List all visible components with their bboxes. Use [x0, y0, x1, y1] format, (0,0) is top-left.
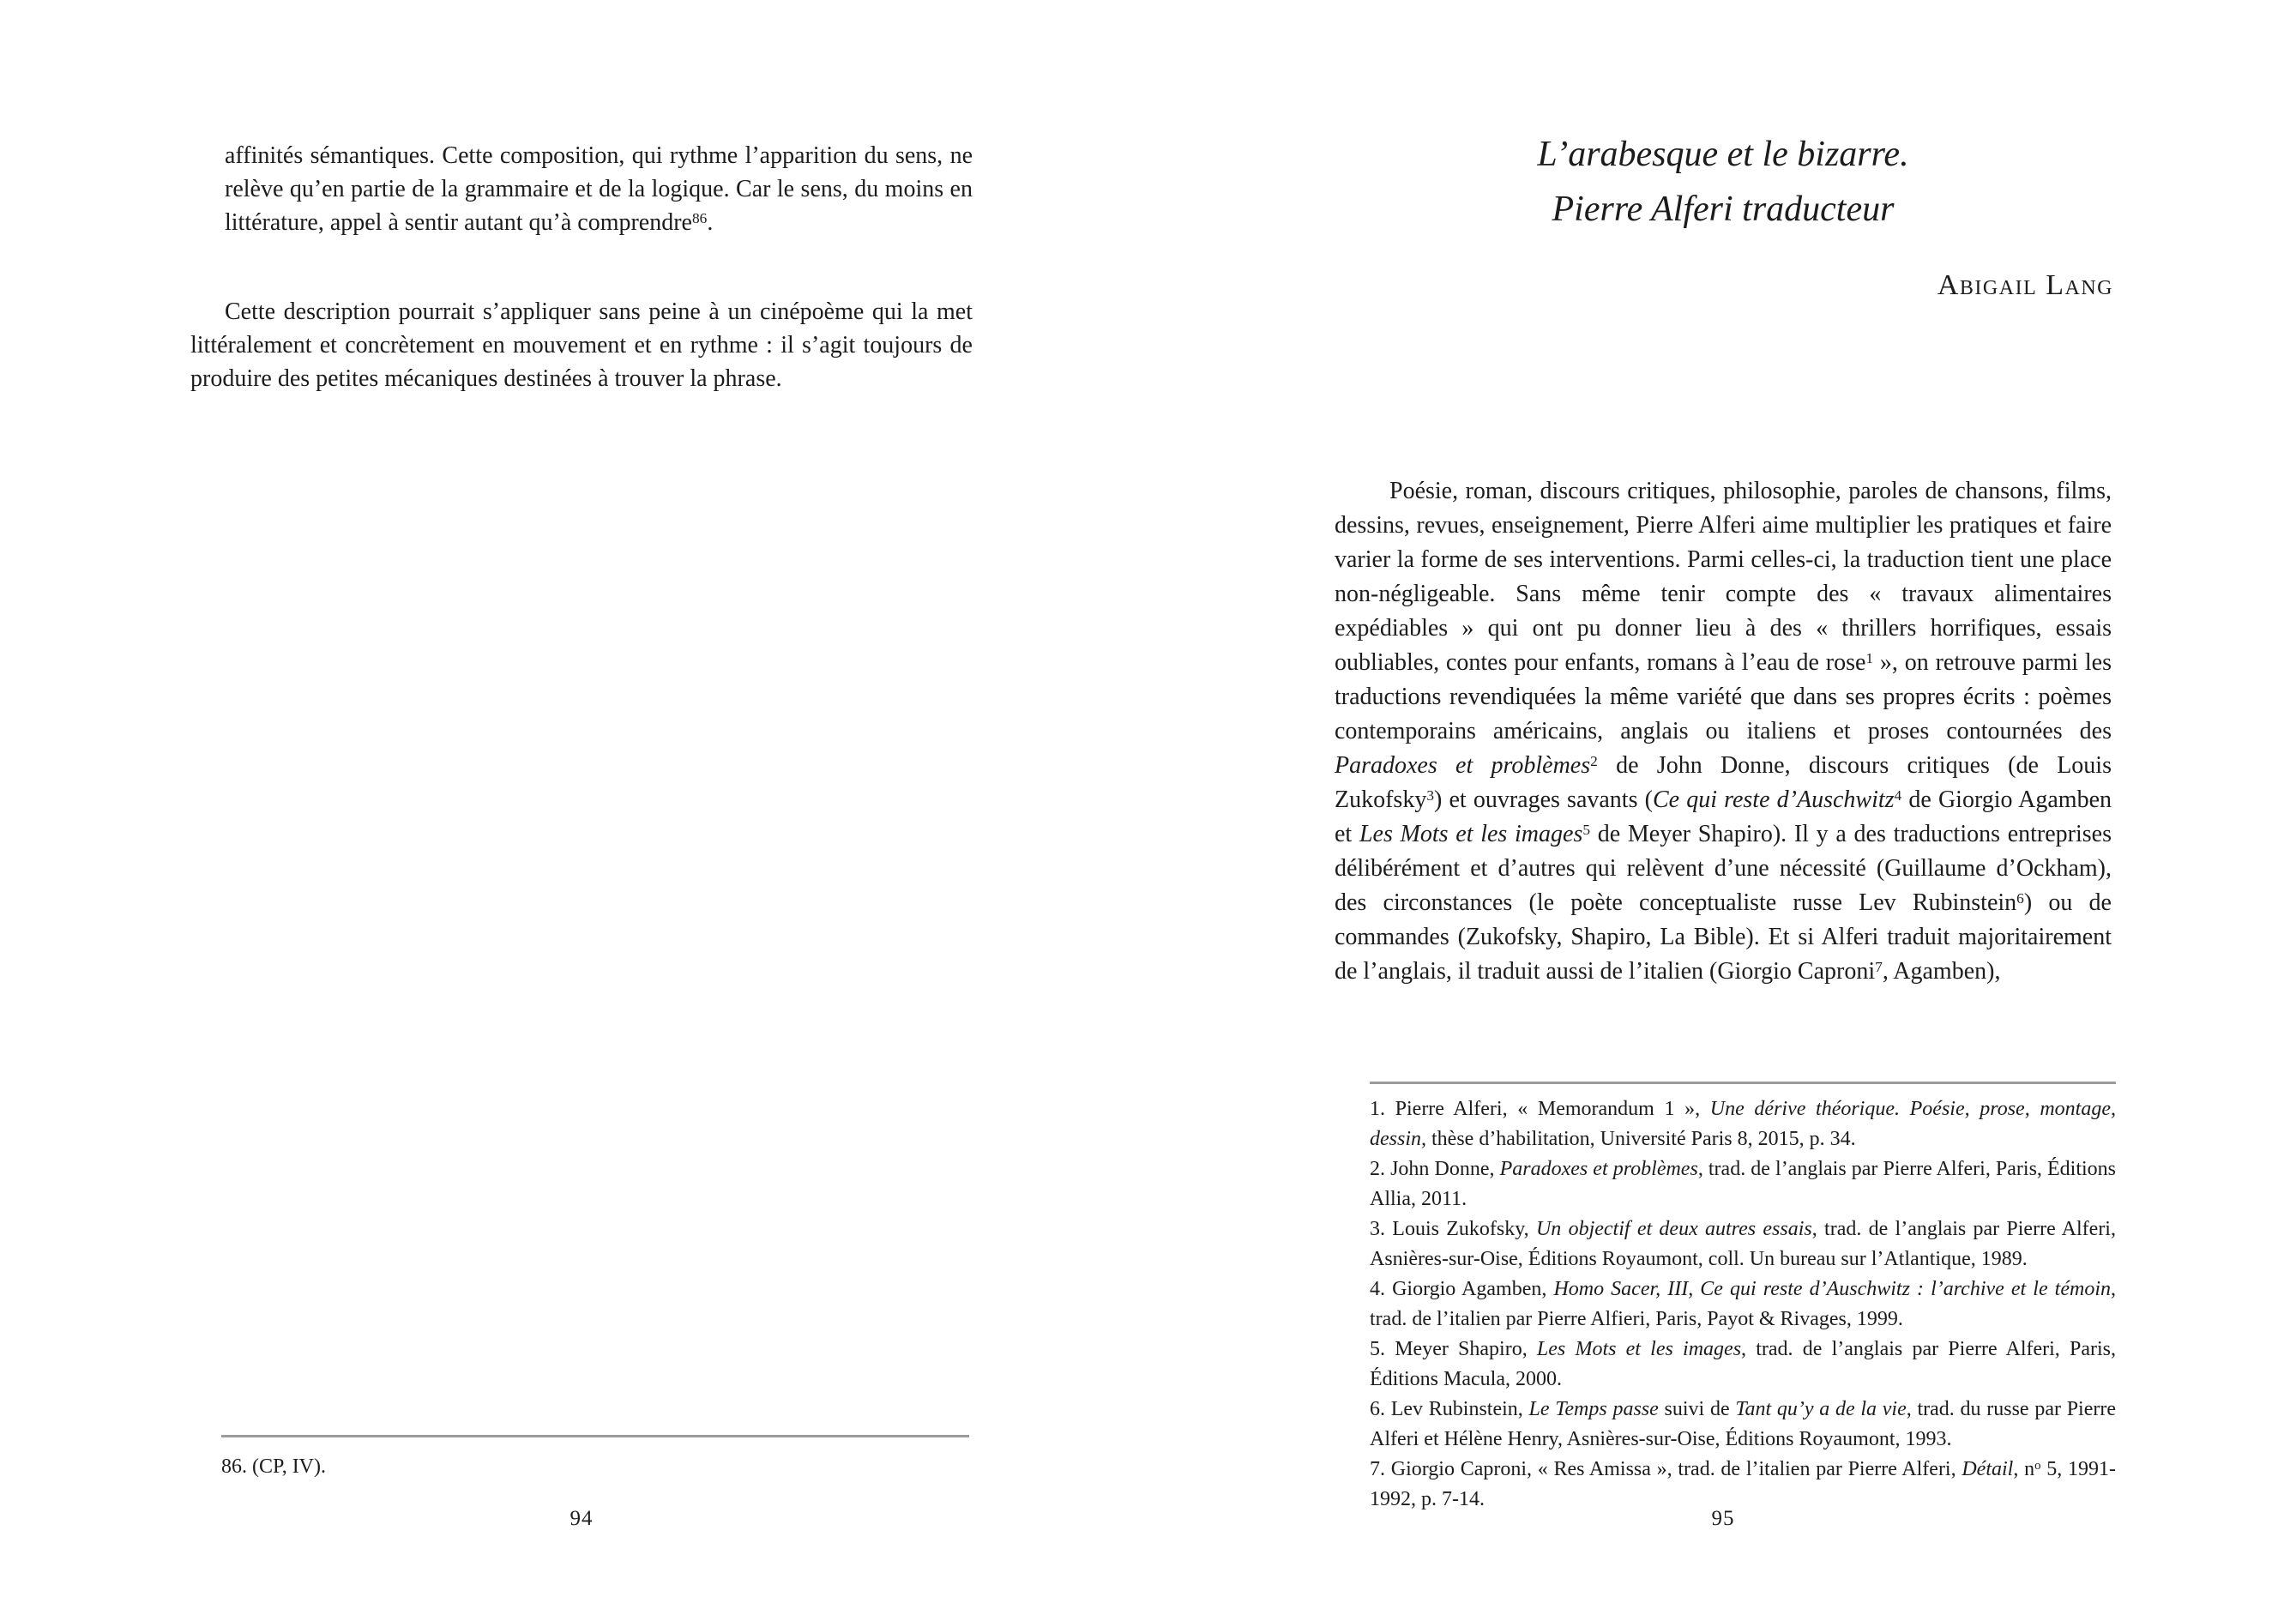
quote-block: affinités sémantiques. Cette composition, qui rythme l’apparition du sens, ne relève qu’en partie de la grammaire et de la logique. Car le sens, du moins en littérature, appel à sentir autant qu’à comprendre$^{86}$. [225, 142, 973, 236]
footnote-item: 6. Lev Rubinstein, Le Temps passe suivi de Tant qu’y a de la vie, trad. du russe par Pierre Alferi et Hélène Henry, Asnières-sur-Oise, Éditions Royaumont, 1993. [1370, 1398, 2116, 1450]
page-number-right: 95 [1711, 1507, 1735, 1530]
chapter-author: Abigail Lang [1937, 269, 2113, 301]
footnote-item: 2. John Donne, Paradoxes et problèmes, trad. de l’anglais par Pierre Alferi, Paris, Éditions Allia, 2011. [1370, 1158, 2117, 1210]
footnote-list [1370, 1094, 2116, 1515]
footnote-item: 3. Louis Zukofsky, Un objectif et deux autres essais, trad. de l’anglais par Pierre Alferi, Asnières-sur-Oise, Éditions Royaumont, coll. Un bureau sur l’Atlantique, 1989. [1370, 1218, 2116, 1270]
footnote-rule-left [221, 1435, 969, 1437]
footnote-item: 7. Giorgio Caproni, « Res Amissa », trad. de l’italien par Pierre Alferi, Détail, $n^o$ 5, 1991-1992, p. 7-14. [1370, 1458, 2116, 1510]
footnote-item: 4. Giorgio Agamben, Homo Sacer, III, Ce qui reste d’Auschwitz : l’archive et le témoin, trad. de l’italien par Pierre Alfieri, Paris, Payot & Rivages, 1999. [1370, 1278, 2116, 1330]
footnote-item: 1. Pierre Alferi, « Memorandum 1 », Une dérive théorique. Poésie, prose, montage, dessin, thèse d’habilitation, Université Paris 8, 2015, p. 34. [1370, 1098, 2116, 1150]
chapter-title [1335, 127, 2112, 237]
footnote-item: 5. Meyer Shapiro, Les Mots et les images, trad. de l’anglais par Pierre Alferi, Paris, Éditions Macula, 2000. [1370, 1338, 2116, 1390]
page-number-left: 94 [569, 1507, 594, 1530]
page-right [1148, 0, 2296, 1621]
footnote-left: 86. (CP, IV). [221, 1455, 327, 1478]
chapter-title-line2: Pierre Alferi traducteur [1552, 190, 1895, 229]
left-paragraph: Cette description pourrait s’appliquer sans peine à un cinépoème qui la met littéralement et concrètement en mouvement et en rythme : il s’agit toujours de produire des petites mécaniques destinées à trouver la phrase. [190, 298, 973, 392]
right-paragraph: Poésie, roman, discours critiques, philosophie, paroles de chansons, films, dessins, revues, enseignement, Pierre Alferi aime multiplier les pratiques et faire varier la forme de ses interventions. Parmi celles-ci, la traduction tient une place non-négligeable. Sans même tenir compte des « travaux alimentaires expédiables » qui ont pu donner lieu à des « thrillers horrifiques, essais oubliables, contes pour enfants, romans à l’eau de rose$^1$ », on retrouve parmi les traductions revendiquées la même variété que dans ses propres écrits : poèmes contemporains américains, anglais ou italiens et proses contournées des Paradoxes et problèmes$^2$ de John Donne, discours critiques (de Louis Zukofsky$^3$) et ouvrages savants (Ce qui reste d’Auschwitz$^4$ de Giorgio Agamben et Les Mots et les images$^5$ de Meyer Shapiro). Il y a des traductions entreprises délibérément et d’autres qui relèvent d’une nécessité (Guillaume d’Ockham), des circonstances (le poète conceptualiste russe Lev Rubinstein$^6$) ou de commandes (Zukofsky, Shapiro, La Bible). Et si Alferi traduit majoritairement de l’anglais, il traduit aussi de l’italien (Giorgio Caproni$^7$, Agamben), [1335, 478, 2112, 985]
chapter-title-line1: L’arabesque et le bizarre. [1537, 135, 1909, 174]
footnote-rule-right [1370, 1082, 2116, 1084]
